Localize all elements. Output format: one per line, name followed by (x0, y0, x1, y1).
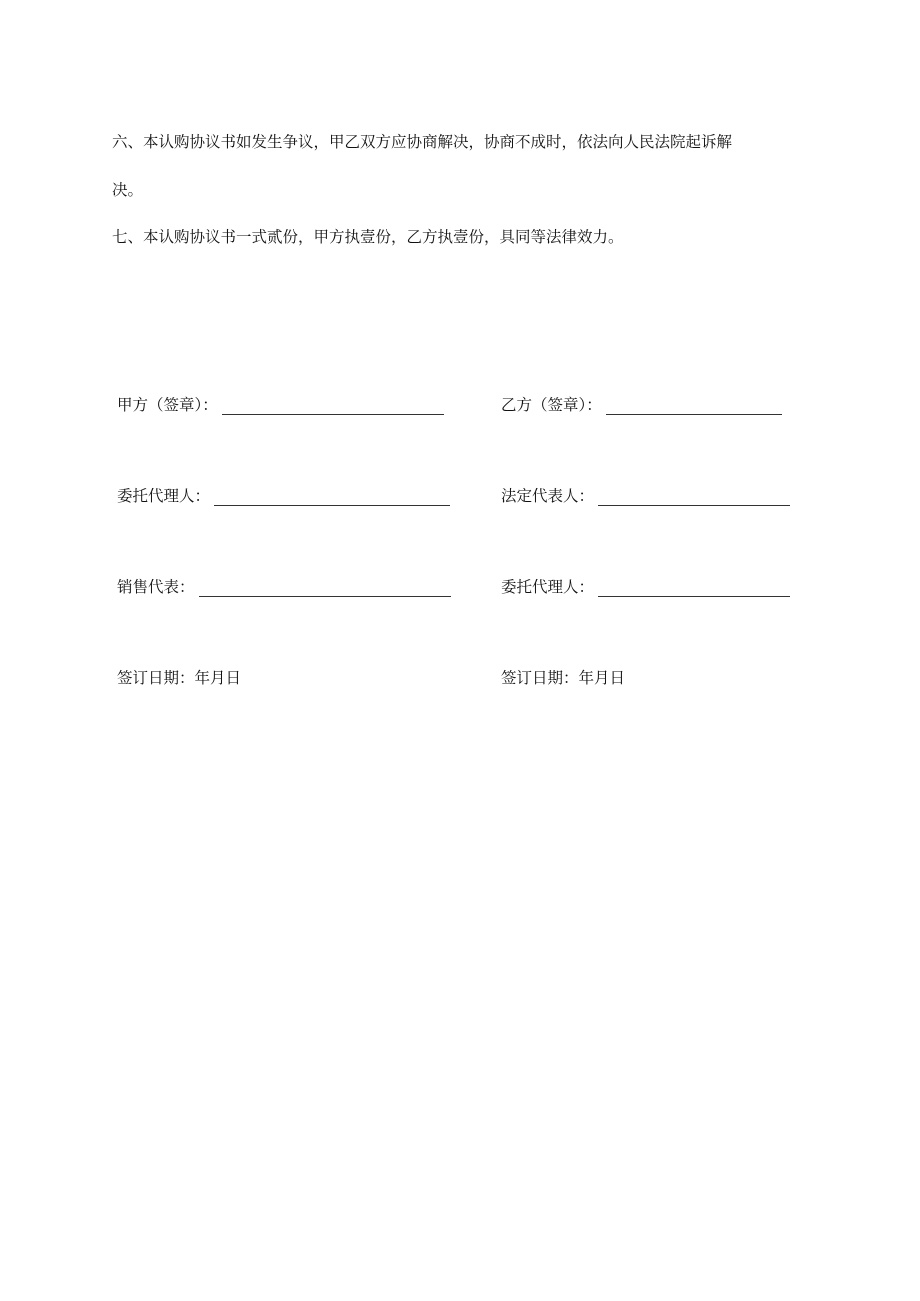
clause-seven: 七、本认购协议书一式贰份，甲方执壹份，乙方执壹份，具同等法律效力。 (112, 228, 624, 246)
party-b-legal-rep-label: 法定代表人： (501, 487, 595, 505)
party-a-signature-line[interactable] (222, 398, 444, 415)
party-b-signature-row (501, 395, 782, 415)
party-b-legal-rep-row (501, 486, 790, 506)
party-b-legal-rep-line[interactable] (598, 489, 790, 506)
party-a-agent-line[interactable] (214, 489, 450, 506)
clause-six-line-2: 决。 (112, 181, 144, 199)
party-a-label: 甲方（签章）： (117, 396, 218, 414)
party-a-signature-row (117, 395, 444, 415)
party-b-agent-label: 委托代理人： (501, 578, 595, 596)
party-b-agent-line[interactable] (598, 580, 790, 597)
party-a-date-row (117, 668, 241, 688)
party-a-signing-date: 签订日期：年月日 (117, 669, 242, 687)
party-a-agent-row (117, 486, 450, 506)
party-b-agent-row (501, 577, 790, 597)
party-b-signing-date: 签订日期：年月日 (501, 669, 626, 687)
clause-six-line-1: 六、本认购协议书如发生争议，甲乙双方应协商解决，协商不成时，依法向人民法院起诉解 (112, 133, 733, 151)
party-b-label: 乙方（签章）： (501, 396, 602, 414)
party-a-agent-label: 委托代理人： (117, 487, 211, 505)
party-b-signature-line[interactable] (606, 398, 782, 415)
sales-representative-row (117, 577, 451, 597)
sales-representative-line[interactable] (199, 580, 451, 597)
party-b-date-row (501, 668, 625, 688)
sales-representative-label: 销售代表： (117, 578, 195, 596)
